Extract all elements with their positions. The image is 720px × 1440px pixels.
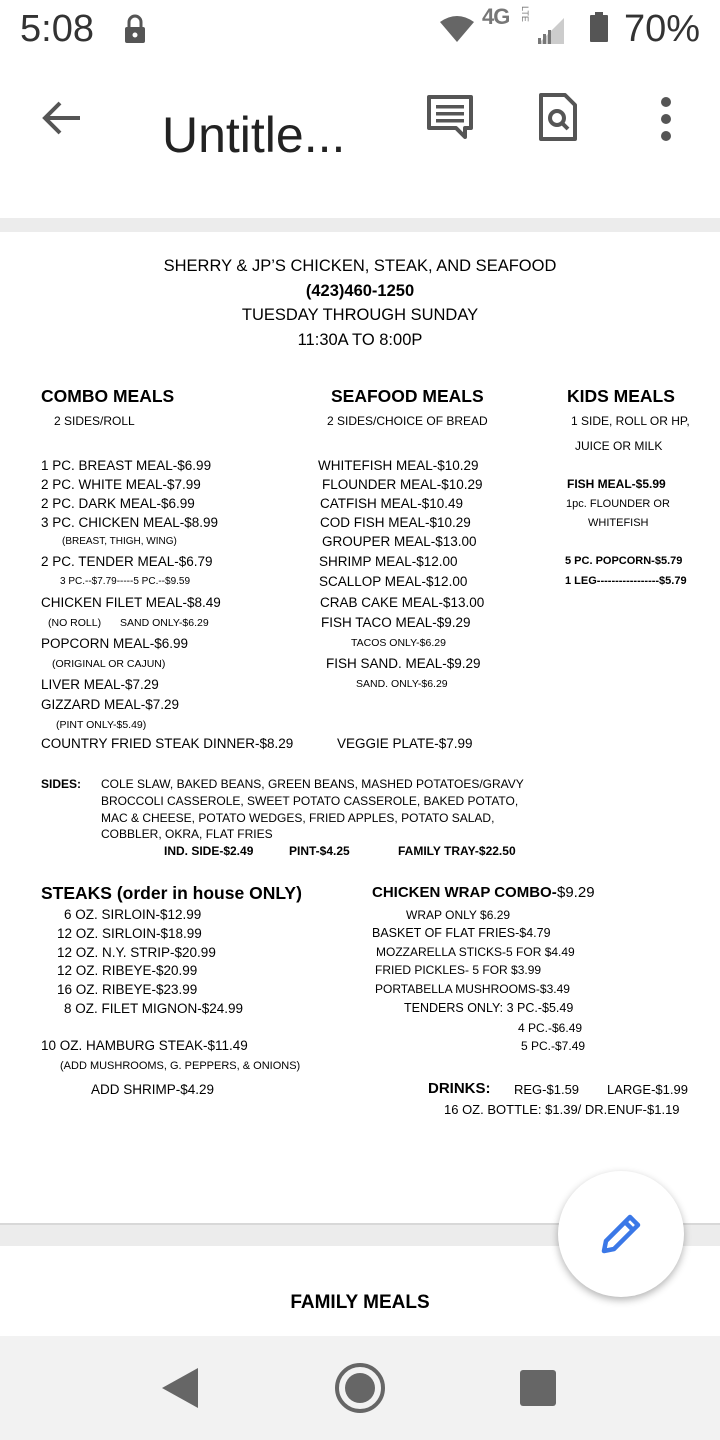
find-in-document-icon[interactable]: [538, 92, 578, 142]
network-sub: LTE: [520, 6, 530, 22]
seafood-item: CRAB CAKE MEAL-$13.00: [320, 595, 485, 610]
kids-meals-title: KIDS MEALS: [567, 386, 675, 406]
side-price: PINT-$4.25: [289, 844, 350, 858]
tenders-price: 5 PC.-$7.49: [521, 1039, 586, 1053]
side-price: IND. SIDE-$2.49: [164, 844, 254, 858]
combo-meals-title: COMBO MEALS: [41, 386, 175, 406]
kids-meals-sub: JUICE OR MILK: [575, 439, 663, 453]
steak-item: 6 OZ. SIRLOIN-$12.99: [64, 907, 202, 922]
sides-label: SIDES:: [41, 777, 82, 791]
drink-regular: REG-$1.59: [514, 1082, 580, 1097]
extra-item: FRIED PICKLES- 5 FOR $3.99: [375, 963, 542, 977]
kids-meals-sub: 1 SIDE, ROLL OR HP,: [571, 414, 690, 428]
combo-note: (PINT ONLY-$5.49): [56, 719, 147, 731]
status-bar: [0, 0, 720, 62]
network-type: 4G: [482, 4, 510, 29]
lock-icon: [124, 14, 146, 44]
seafood-item: COD FISH MEAL-$10.29: [320, 515, 471, 530]
steak-item: 12 OZ. N.Y. STRIP-$20.99: [57, 945, 216, 960]
wifi-icon: [440, 16, 474, 42]
restaurant-name: SHERRY & JP’S CHICKEN, STEAK, AND SEAFOOD: [163, 257, 557, 275]
app-bar: [0, 62, 720, 218]
battery-percent: 70%: [624, 8, 701, 50]
nav-recents-icon[interactable]: [520, 1370, 556, 1406]
kids-item: FISH MEAL-$5.99: [567, 477, 666, 491]
document-page: [0, 232, 720, 1225]
open-days: TUESDAY THROUGH SUNDAY: [241, 306, 479, 324]
seafood-item: VEGGIE PLATE-$7.99: [337, 736, 473, 751]
seafood-item: SHRIMP MEAL-$12.00: [319, 554, 458, 569]
combo-item: LIVER MEAL-$7.29: [41, 677, 159, 692]
family-meals-title: FAMILY MEALS: [290, 1292, 430, 1313]
steak-item: 16 OZ. RIBEYE-$23.99: [57, 982, 198, 997]
wrap-combo-title: CHICKEN WRAP COMBO-: [372, 884, 557, 901]
sides-line: COLE SLAW, BAKED BEANS, GREEN BEANS, MASHED POTATOES/GRAVY: [101, 777, 524, 791]
seafood-item: WHITEFISH MEAL-$10.29: [318, 458, 479, 473]
kids-item: 1 LEG-----------------$5.79: [565, 575, 687, 587]
kids-note: WHITEFISH: [588, 517, 649, 529]
sides-line: BROCCOLI CASSEROLE, SWEET POTATO CASSEROLE, BAKED POTATO,: [101, 794, 519, 808]
seafood-item: SCALLOP MEAL-$12.00: [319, 574, 468, 589]
combo-item: 3 PC. CHICKEN MEAL-$8.99: [41, 515, 219, 530]
nav-home-icon[interactable]: [334, 1362, 386, 1414]
tenders-price: 4 PC.-$6.49: [518, 1021, 583, 1035]
extra-item: MOZZARELLA STICKS-5 FOR $4.49: [376, 945, 575, 959]
hamburg-steak: 10 OZ. HAMBURG STEAK-$11.49: [41, 1038, 248, 1053]
drink-large: LARGE-$1.99: [607, 1082, 688, 1097]
combo-note: 3 PC.--$7.79-----5 PC.--$9.59: [60, 576, 191, 587]
combo-item: CHICKEN FILET MEAL-$8.49: [41, 595, 221, 610]
edit-button[interactable]: [558, 1171, 684, 1297]
wrap-combo-price: $9.29: [557, 884, 595, 901]
combo-note: (BREAST, THIGH, WING): [62, 536, 177, 547]
nav-back-icon[interactable]: [160, 1366, 200, 1410]
combo-item: 1 PC. BREAST MEAL-$6.99: [41, 458, 212, 473]
seafood-item: CATFISH MEAL-$10.49: [320, 496, 464, 511]
back-arrow-icon[interactable]: [40, 96, 84, 140]
more-options-icon[interactable]: [654, 96, 678, 142]
sides-line: MAC & CHEESE, POTATO WEDGES, FRIED APPLES, POTATO SALAD,: [101, 811, 495, 825]
hamburg-note: (ADD MUSHROOMS, G. PEPPERS, & ONIONS): [60, 1060, 301, 1072]
combo-item: COUNTRY FRIED STEAK DINNER-$8.29: [41, 736, 294, 751]
combo-item: POPCORN MEAL-$6.99: [41, 636, 189, 651]
pencil-icon: [596, 1209, 646, 1259]
seafood-note: TACOS ONLY-$6.29: [351, 637, 446, 649]
drinks-label: DRINKS:: [428, 1080, 491, 1097]
steaks-title: STEAKS (order in house ONLY): [41, 883, 302, 903]
steak-item: 12 OZ. RIBEYE-$20.99: [57, 963, 198, 978]
status-time: 5:08: [20, 8, 94, 50]
side-price: FAMILY TRAY-$22.50: [398, 844, 516, 858]
combo-note: (NO ROLL): [48, 617, 102, 629]
document-title: Untitle...: [162, 107, 346, 163]
combo-item: 2 PC. DARK MEAL-$6.99: [41, 496, 195, 511]
seafood-item: FISH SAND. MEAL-$9.29: [326, 656, 481, 671]
restaurant-phone: (423)460-1250: [305, 282, 415, 300]
seafood-item: FISH TACO MEAL-$9.29: [321, 615, 471, 630]
seafood-meals-sub: 2 SIDES/CHOICE OF BREAD: [327, 414, 488, 428]
steak-item: 12 OZ. SIRLOIN-$18.99: [57, 926, 202, 941]
kids-note: 1pc. FLOUNDER OR: [566, 498, 670, 510]
combo-note: SAND ONLY-$6.29: [120, 617, 209, 629]
navigation-bar: [0, 1336, 720, 1440]
drink-bottle: 16 OZ. BOTTLE: $1.39/ DR.ENUF-$1.19: [444, 1102, 680, 1117]
tenders-only: TENDERS ONLY: 3 PC.-$5.49: [404, 1001, 574, 1015]
extra-item: PORTABELLA MUSHROOMS-$3.49: [375, 982, 570, 996]
extra-item: BASKET OF FLAT FRIES-$4.79: [372, 926, 551, 940]
steak-item: 8 OZ. FILET MIGNON-$24.99: [64, 1001, 244, 1016]
sides-line: COBBLER, OKRA, FLAT FRIES: [101, 827, 273, 841]
seafood-item: FLOUNDER MEAL-$10.29: [322, 477, 483, 492]
seafood-meals-title: SEAFOOD MEALS: [331, 386, 484, 406]
kids-item: 5 PC. POPCORN-$5.79: [565, 555, 683, 567]
seafood-note: SAND. ONLY-$6.29: [356, 678, 448, 690]
combo-note: (ORIGINAL OR CAJUN): [52, 658, 166, 670]
combo-item: GIZZARD MEAL-$7.29: [41, 697, 180, 712]
open-hours: 11:30A TO 8:00P: [297, 331, 423, 349]
combo-meals-sub: 2 SIDES/ROLL: [54, 414, 135, 428]
signal-icon: [536, 18, 566, 44]
seafood-item: GROUPER MEAL-$13.00: [322, 534, 477, 549]
comment-icon[interactable]: [425, 94, 475, 140]
combo-item: 2 PC. TENDER MEAL-$6.79: [41, 554, 213, 569]
battery-icon: [590, 12, 608, 42]
add-shrimp: ADD SHRIMP-$4.29: [91, 1082, 215, 1097]
combo-item: 2 PC. WHITE MEAL-$7.99: [41, 477, 201, 492]
wrap-only: WRAP ONLY $6.29: [406, 908, 511, 922]
